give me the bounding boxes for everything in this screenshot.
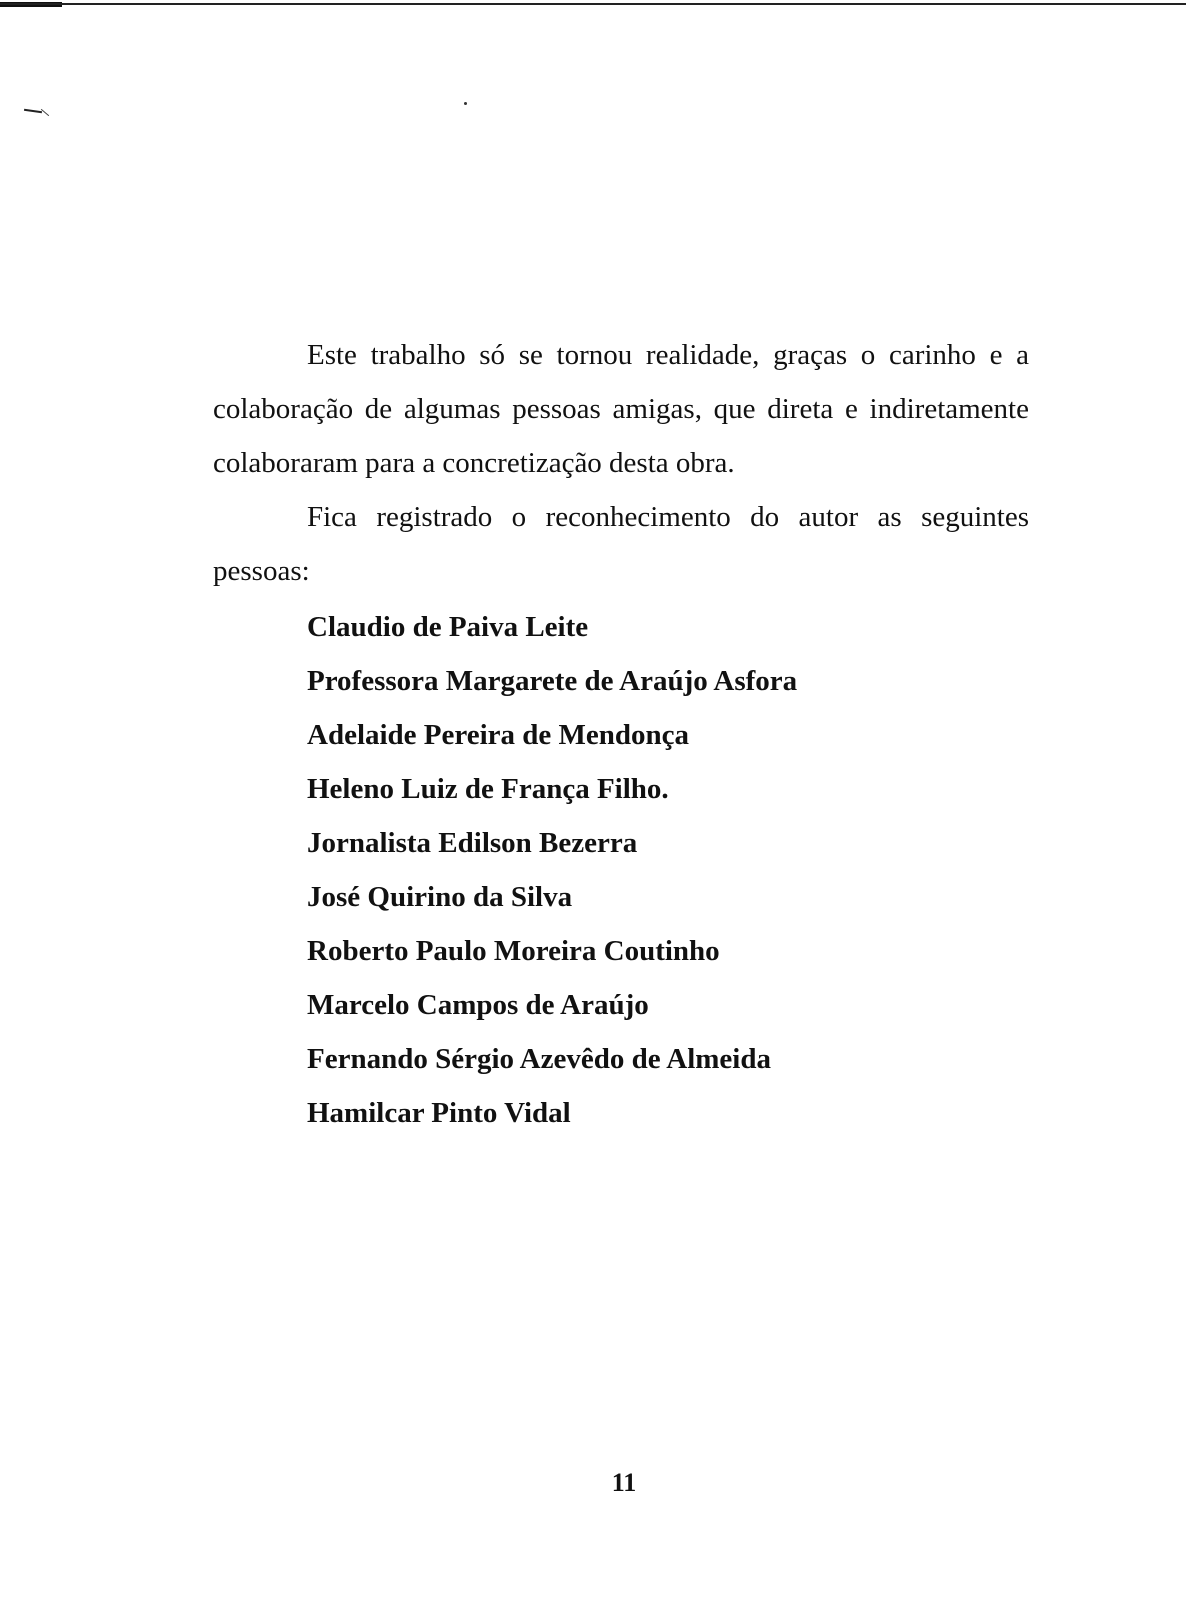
list-item: José Quirino da Silva (307, 881, 573, 913)
list-item: Marcelo Campos de Araújo (307, 989, 649, 1021)
list-item: Fernando Sérgio Azevêdo de Almeida (307, 1043, 771, 1075)
list-item: Professora Margarete de Araújo Asfora (307, 665, 798, 697)
list-item: Jornalista Edilson Bezerra (307, 827, 638, 859)
acknowledgements-body (213, 328, 1029, 1140)
list-item: Heleno Luiz de França Filho. (307, 773, 669, 805)
list-item: Hamilcar Pinto Vidal (307, 1097, 571, 1129)
page-number: 11 (611, 1468, 637, 1497)
top-border-line (0, 3, 1186, 5)
recognition-paragraph: Fica registrado o reconhecimento do autor as seguintes pessoas: (213, 501, 1029, 587)
scan-speck (464, 102, 467, 105)
intro-paragraph: Este trabalho só se tornou realidade, graças o carinho e a colaboração de algumas pessoas amigas, que direta e indiretamente colaboraram para a concretização desta obra. (213, 339, 1029, 479)
list-item: Adelaide Pereira de Mendonça (307, 719, 690, 751)
scan-mark-tail (41, 109, 49, 116)
list-item: Claudio de Paiva Leite (307, 611, 589, 643)
scan-mark (24, 109, 42, 113)
list-item: Roberto Paulo Moreira Coutinho (307, 935, 720, 967)
names-list (307, 600, 1029, 1140)
